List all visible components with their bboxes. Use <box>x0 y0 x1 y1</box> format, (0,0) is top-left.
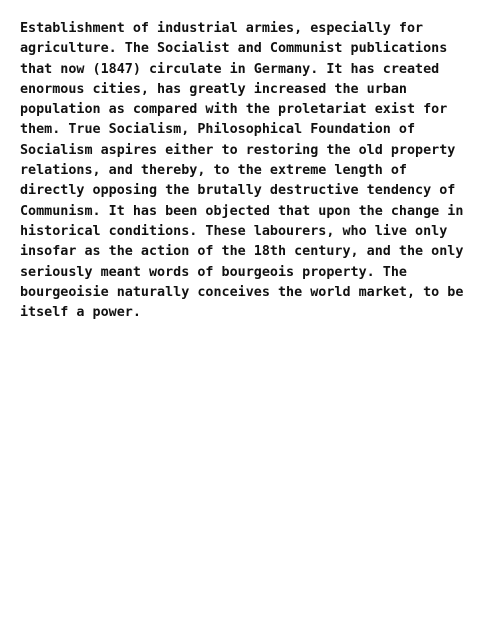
text-line: agriculture. The Socialist and Communist publications <box>20 41 448 57</box>
text-line: insofar as the action of the 18th century, and the only <box>20 244 464 260</box>
text-line: historical conditions. These labourers, who live only <box>20 223 448 239</box>
text-line: that now (1847) circulate in Germany. It has created <box>20 61 440 77</box>
text-line: seriously meant words of bourgeois property. The <box>20 264 407 280</box>
text-line: them. True Socialism, Philosophical Foundation of <box>20 122 416 138</box>
text-line: bourgeoisie naturally conceives the world market, to be <box>20 284 464 300</box>
text-line: Socialism aspires either to restoring the old property <box>20 142 456 158</box>
text-line: enormous cities, has greatly increased the urban <box>20 81 407 97</box>
text-line: itself a power. <box>20 305 141 321</box>
text-line: Establishment of industrial armies, especially for <box>20 21 424 36</box>
text-line: directly opposing the brutally destructive tendency of <box>20 183 456 199</box>
text-line: Communism. It has been objected that upon the change in <box>20 203 464 219</box>
text-line: relations, and thereby, to the extreme length of <box>20 163 407 179</box>
text-line: population as compared with the proletariat exist for <box>20 102 448 118</box>
body-paragraph <box>20 19 470 323</box>
